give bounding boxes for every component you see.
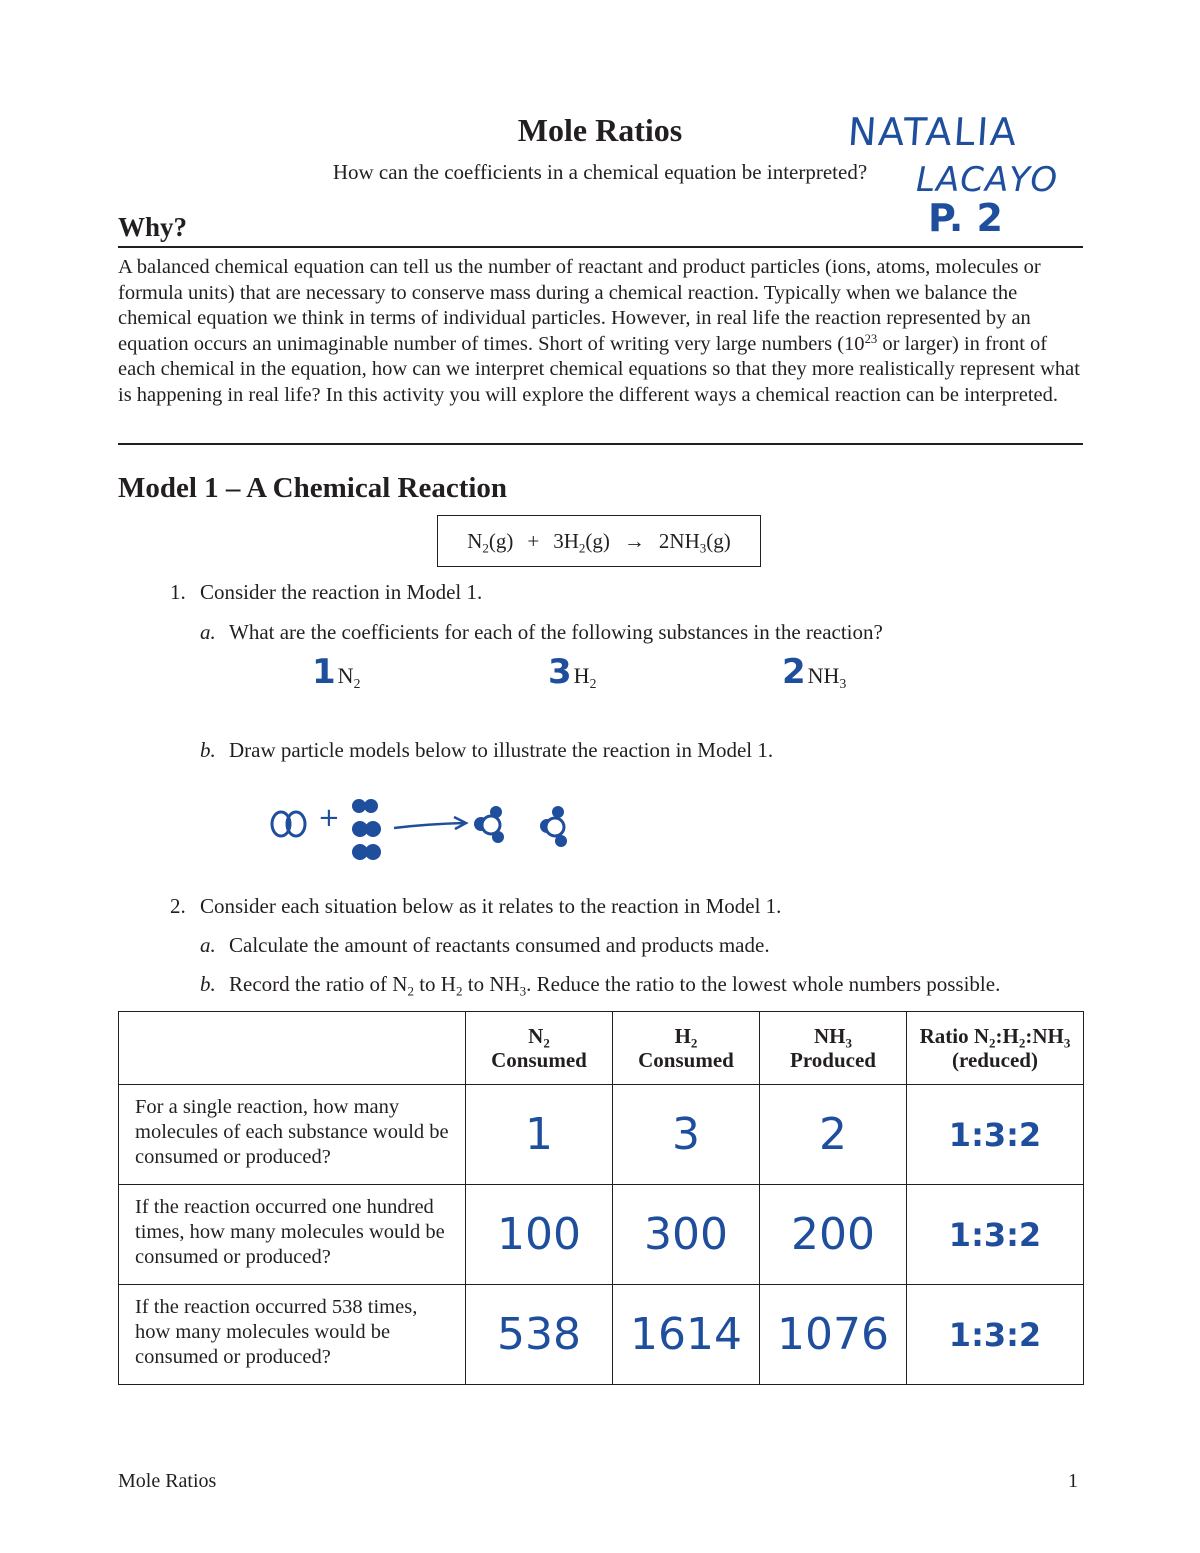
answer-nh3: 1076 bbox=[760, 1285, 907, 1385]
q1-text: Consider the reaction in Model 1. bbox=[200, 580, 483, 604]
equation-h2: $3H_2(g)$ bbox=[553, 528, 610, 556]
header-ratio: Ratio $N_2:H_2:NH_3$ (reduced) bbox=[907, 1012, 1084, 1085]
particle-model-drawing bbox=[262, 790, 592, 870]
drawing-plus: + bbox=[318, 803, 340, 833]
answer-n2: 100 bbox=[466, 1185, 613, 1285]
student-first-name: NATALIA bbox=[846, 110, 1020, 154]
q2-number: 2. bbox=[170, 894, 186, 918]
coefficient-h2: $3H_2$ bbox=[548, 652, 597, 692]
q2b-text: Record the ratio of $N_2$ to $H_2$ to $NH_3$. Reduce the ratio to the lowest whole numbers possible. bbox=[229, 972, 1001, 999]
why-paragraph: A balanced chemical equation can tell us the number of reactant and product particles (ions, atoms, molecules or formula units) that are necessary to conserve mass during a chemical reaction. Typically when we balance the chemical equation we think in terms of individual particles. However, in real life the reaction represented by an equation occurs an unimaginable number of times. Short of writing very large numbers ($10^{23}$ or larger) in front of each chemical in the equation, how can we interpret chemical equations so that they more realistically represent what is happening in real life? In this activity you will explore the different ways a chemical reaction can be interpreted. bbox=[118, 256, 1080, 406]
equation-n2: $N_2(g)$ bbox=[467, 528, 514, 556]
answer-ratio: 1:3:2 bbox=[907, 1085, 1084, 1185]
nh3-molecules-icon bbox=[474, 806, 567, 847]
q2b-letter: b. bbox=[200, 972, 216, 996]
header-nh3-produced: $NH_3$ Produced bbox=[760, 1012, 907, 1085]
n2-molecule-icon bbox=[272, 812, 305, 836]
equation-nh3: $2NH_3(g)$ bbox=[658, 528, 731, 556]
equation-plus: + bbox=[527, 528, 540, 553]
q1a-text: What are the coefficients for each of the following substances in the reaction? bbox=[229, 620, 883, 644]
table-row bbox=[119, 1285, 1084, 1385]
coefficient-nh3: $2NH_3$ bbox=[782, 652, 847, 692]
header-h2-consumed: $H_2$ Consumed bbox=[613, 1012, 760, 1085]
q1b-letter: b. bbox=[200, 738, 216, 762]
model-title: Model 1 – A Chemical Reaction bbox=[118, 472, 508, 504]
h2-molecules-icon bbox=[352, 799, 381, 860]
reaction-equation-box bbox=[437, 515, 761, 567]
q2a-letter: a. bbox=[200, 933, 216, 957]
answer-nh3: 200 bbox=[760, 1185, 907, 1285]
coefficient-n2: $1N_2$ bbox=[312, 652, 361, 692]
footer-title: Mole Ratios bbox=[118, 1470, 217, 1492]
header-n2-consumed: $N_2$ Consumed bbox=[466, 1012, 613, 1085]
student-last-name: LACAYO bbox=[916, 160, 1059, 200]
row-label: For a single reaction, how many molecules of each substance would be consumed or produced? bbox=[119, 1085, 466, 1185]
answer-n2: 1 bbox=[466, 1085, 613, 1185]
divider-bottom bbox=[118, 443, 1083, 445]
answer-ratio: 1:3:2 bbox=[907, 1285, 1084, 1385]
q1a-letter: a. bbox=[200, 620, 216, 644]
student-period: P. 2 bbox=[928, 196, 1003, 240]
q2-text: Consider each situation below as it relates to the reaction in Model 1. bbox=[200, 894, 782, 918]
answer-h2: 300 bbox=[613, 1185, 760, 1285]
table-header-row bbox=[119, 1012, 1084, 1085]
why-heading: Why? bbox=[118, 212, 188, 242]
q2a-text: Calculate the amount of reactants consumed and products made. bbox=[229, 933, 770, 957]
row-label: If the reaction occurred one hundred times, how many molecules would be consumed or produced? bbox=[119, 1185, 466, 1285]
divider-top bbox=[118, 246, 1083, 248]
q1-number: 1. bbox=[170, 580, 186, 604]
answer-n2: 538 bbox=[466, 1285, 613, 1385]
page-number: 1 bbox=[1068, 1470, 1078, 1492]
row-label: If the reaction occurred 538 times, how many molecules would be consumed or produced? bbox=[119, 1285, 466, 1385]
header-blank bbox=[119, 1012, 466, 1085]
table-row bbox=[119, 1185, 1084, 1285]
answer-h2: 1614 bbox=[613, 1285, 760, 1385]
ratio-table bbox=[118, 1011, 1084, 1385]
reaction-arrow-drawing-icon bbox=[394, 817, 466, 829]
page-subtitle: How can the coefficients in a chemical equation be interpreted? bbox=[332, 160, 868, 184]
answer-nh3: 2 bbox=[760, 1085, 907, 1185]
table-row bbox=[119, 1085, 1084, 1185]
q1b-text: Draw particle models below to illustrate the reaction in Model 1. bbox=[229, 738, 774, 762]
answer-ratio: 1:3:2 bbox=[907, 1185, 1084, 1285]
reaction-arrow-icon: → bbox=[623, 528, 645, 553]
page-title: Mole Ratios bbox=[517, 112, 683, 148]
answer-h2: 3 bbox=[613, 1085, 760, 1185]
